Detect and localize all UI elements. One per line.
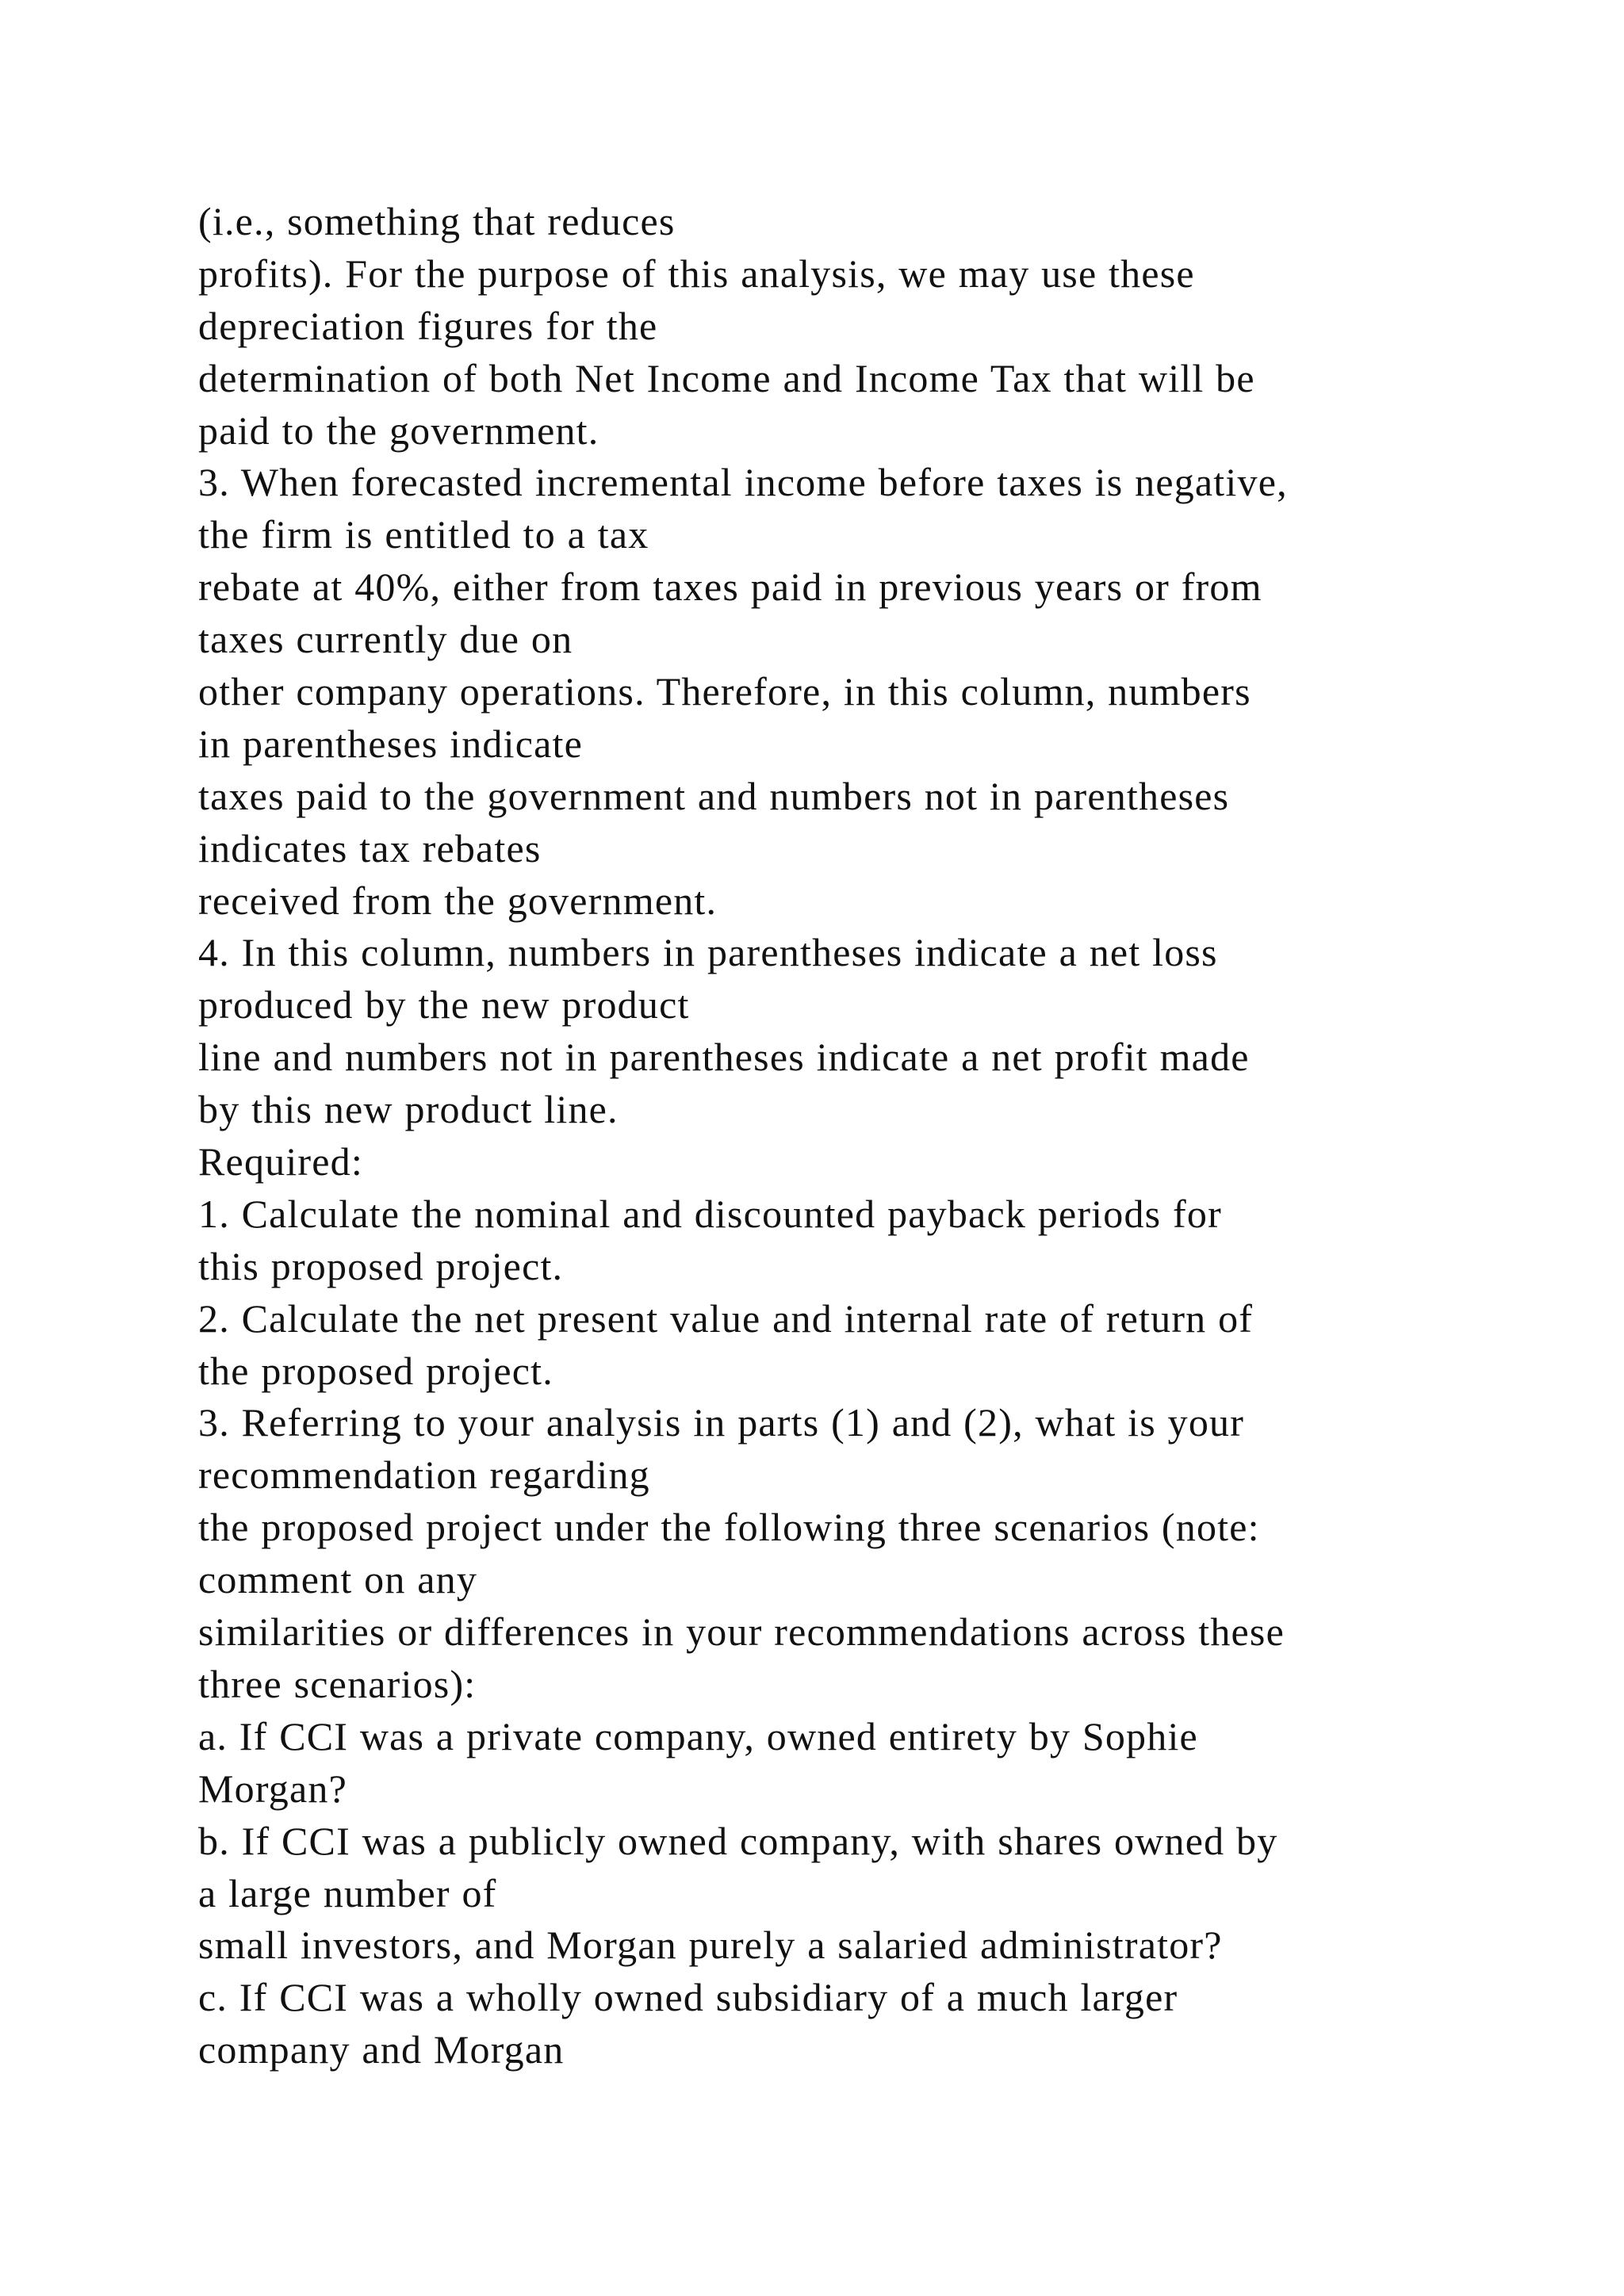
text-line: (i.e., something that reduces bbox=[198, 199, 676, 243]
text-line: by this new product line. bbox=[198, 1087, 619, 1132]
required-heading: Required: bbox=[198, 1139, 363, 1184]
text-line: taxes paid to the government and numbers not in parentheses bbox=[198, 773, 1230, 818]
text-line: the proposed project under the following three scenarios (note: bbox=[198, 1505, 1260, 1550]
text-line: company and Morgan bbox=[198, 2027, 565, 2072]
text-line: paid to the government. bbox=[198, 408, 599, 453]
document-text bbox=[198, 196, 1546, 2076]
text-line: 1. Calculate the nominal and discounted payback periods for bbox=[198, 1191, 1222, 1236]
text-line: rebate at 40%, either from taxes paid in previous years or from bbox=[198, 564, 1262, 610]
text-line: this proposed project. bbox=[198, 1243, 564, 1288]
text-line: recommendation regarding bbox=[198, 1452, 650, 1498]
text-line: 3. When forecasted incremental income before taxes is negative, bbox=[198, 460, 1288, 505]
text-line: a. If CCI was a private company, owned entirety by Sophie bbox=[198, 1713, 1198, 1758]
text-line: 2. Calculate the net present value and internal rate of return of bbox=[198, 1295, 1254, 1341]
text-line: produced by the new product bbox=[198, 982, 690, 1027]
text-line: taxes currently due on bbox=[198, 617, 573, 662]
text-line: in parentheses indicate bbox=[198, 721, 583, 766]
text-line: similarities or differences in your recommendations across these bbox=[198, 1609, 1285, 1655]
text-line: determination of both Net Income and Income Tax that will be bbox=[198, 355, 1255, 400]
text-line: profits). For the purpose of this analysis, we may use these bbox=[198, 251, 1195, 296]
text-line: comment on any bbox=[198, 1557, 478, 1602]
text-line: Morgan? bbox=[198, 1766, 347, 1811]
text-line: a large number of bbox=[198, 1870, 497, 1915]
text-line: indicates tax rebates bbox=[198, 825, 542, 871]
text-line: three scenarios): bbox=[198, 1661, 477, 1706]
text-line: other company operations. Therefore, in this column, numbers bbox=[198, 669, 1251, 714]
text-line: 4. In this column, numbers in parentheses indicate a net loss bbox=[198, 930, 1218, 975]
text-line: depreciation figures for the bbox=[198, 303, 658, 348]
text-line: b. If CCI was a publicly owned company, with shares owned by bbox=[198, 1818, 1278, 1863]
text-line: the firm is entitled to a tax bbox=[198, 512, 649, 557]
text-line: received from the government. bbox=[198, 878, 718, 923]
text-line: line and numbers not in parentheses indicate a net profit made bbox=[198, 1035, 1250, 1080]
text-line: c. If CCI was a wholly owned subsidiary of a much larger bbox=[198, 1975, 1178, 2020]
text-line: 3. Referring to your analysis in parts (1) and (2), what is your bbox=[198, 1400, 1245, 1445]
text-line: small investors, and Morgan purely a salaried administrator? bbox=[198, 1923, 1223, 1968]
text-line: the proposed project. bbox=[198, 1348, 553, 1393]
